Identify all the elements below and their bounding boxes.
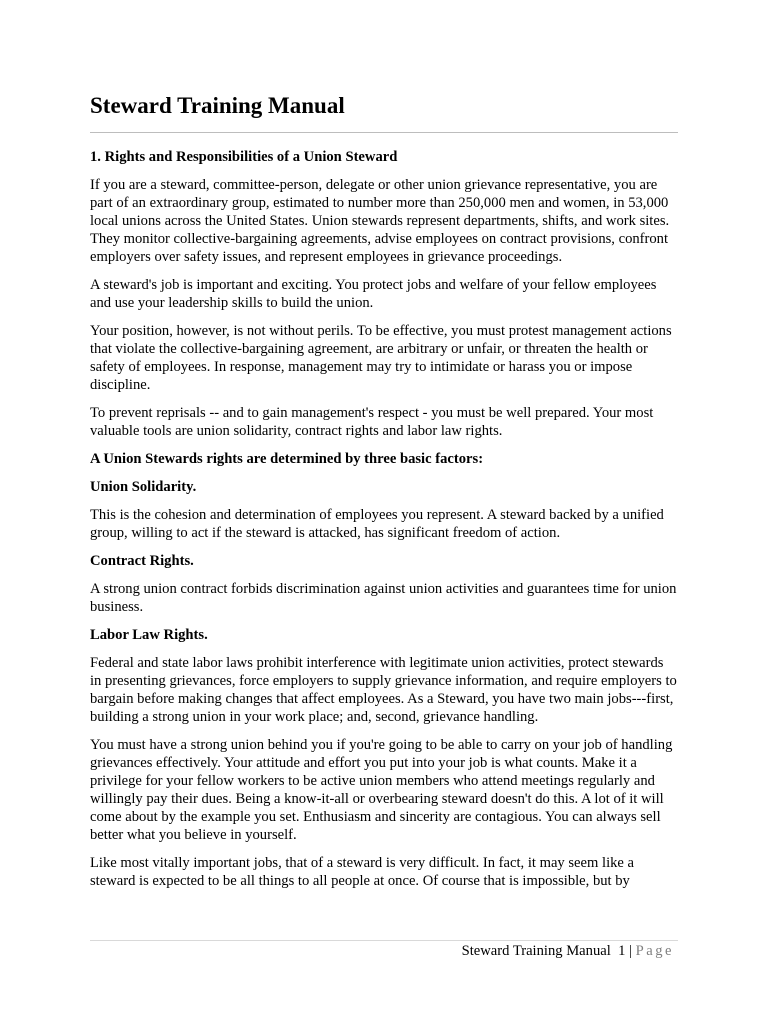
footer-page-label: Page bbox=[635, 943, 674, 959]
page-footer bbox=[462, 942, 674, 960]
body-paragraph: This is the cohesion and determination of employees you represent. A steward backed by a unified group, willing to act if the steward is attacked, has significant freedom of action. bbox=[90, 507, 664, 541]
body-paragraph: You must have a strong union behind you if you're going to be able to carry on your job of handling grievances effectively. Your attitude and effort you put into your job is what counts. Make it a privilege for your fellow workers to be active union members who attend meetings regularly and willingly pay their dues. Being a know-it-all or overbearing steward doesn't do this. A lot of it will come about by the example you set. Enthusiasm and sincerity are contagious. You can always sell better what you believe in yourself. bbox=[90, 737, 673, 843]
document-page bbox=[90, 0, 678, 1024]
footer-separator: | bbox=[629, 943, 632, 959]
body-paragraph: A steward's job is important and exciting. You protect jobs and welfare of your fellow employees and use your leadership skills to build the union. bbox=[90, 277, 657, 311]
footer-divider bbox=[90, 940, 678, 941]
section-heading: 1. Rights and Responsibilities of a Union Steward bbox=[90, 149, 398, 165]
body-paragraph: To prevent reprisals -- and to gain management's respect - you must be well prepared. Your most valuable tools are union solidarity, contract rights and labor law rights. bbox=[90, 405, 654, 439]
body-paragraph: Federal and state labor laws prohibit interference with legitimate union activities, protect stewards in presenting grievances, force employers to supply grievance information, and require employers to bargain before making changes that affect employees. As a Steward, you have two main jobs---first, building a strong union in your work place; and, second, grievance handling. bbox=[90, 655, 677, 725]
footer-document-name: Steward Training Manual bbox=[461, 943, 611, 959]
title-divider bbox=[90, 132, 678, 133]
subheading-labor-law-rights: Labor Law Rights. bbox=[90, 627, 208, 643]
body-paragraph: Your position, however, is not without perils. To be effective, you must protest management actions that violate the collective-bargaining agreement, are arbitrary or unfair, or threaten the health or safety of employees. In response, management may try to intimidate or harass you or impose discipline. bbox=[90, 323, 672, 393]
body-paragraph: Like most vitally important jobs, that of a steward is very difficult. In fact, it may seem like a steward is expected to be all things to all people at once. Of course that is impossible, but by bbox=[90, 855, 635, 889]
subheading-contract-rights: Contract Rights. bbox=[90, 553, 194, 569]
footer-page-number: 1 bbox=[618, 943, 626, 959]
document-body bbox=[90, 148, 678, 900]
body-paragraph: If you are a steward, committee-person, delegate or other union grievance representative, you are part of an extraordinary group, estimated to number more than 250,000 men and women, in 53,000 local unions across the United States. Union stewards represent departments, shifts, and work sites. They monitor collective-bargaining agreements, advise employees on contract provisions, confront employers over safety issues, and represent employees in grievance proceedings. bbox=[90, 177, 670, 265]
document-title: Steward Training Manual bbox=[90, 93, 345, 118]
subheading-union-solidarity: Union Solidarity. bbox=[90, 479, 197, 495]
body-paragraph: A strong union contract forbids discrimination against union activities and guarantees time for union business. bbox=[90, 581, 677, 615]
subheading-factors: A Union Stewards rights are determined by three basic factors: bbox=[90, 451, 484, 467]
